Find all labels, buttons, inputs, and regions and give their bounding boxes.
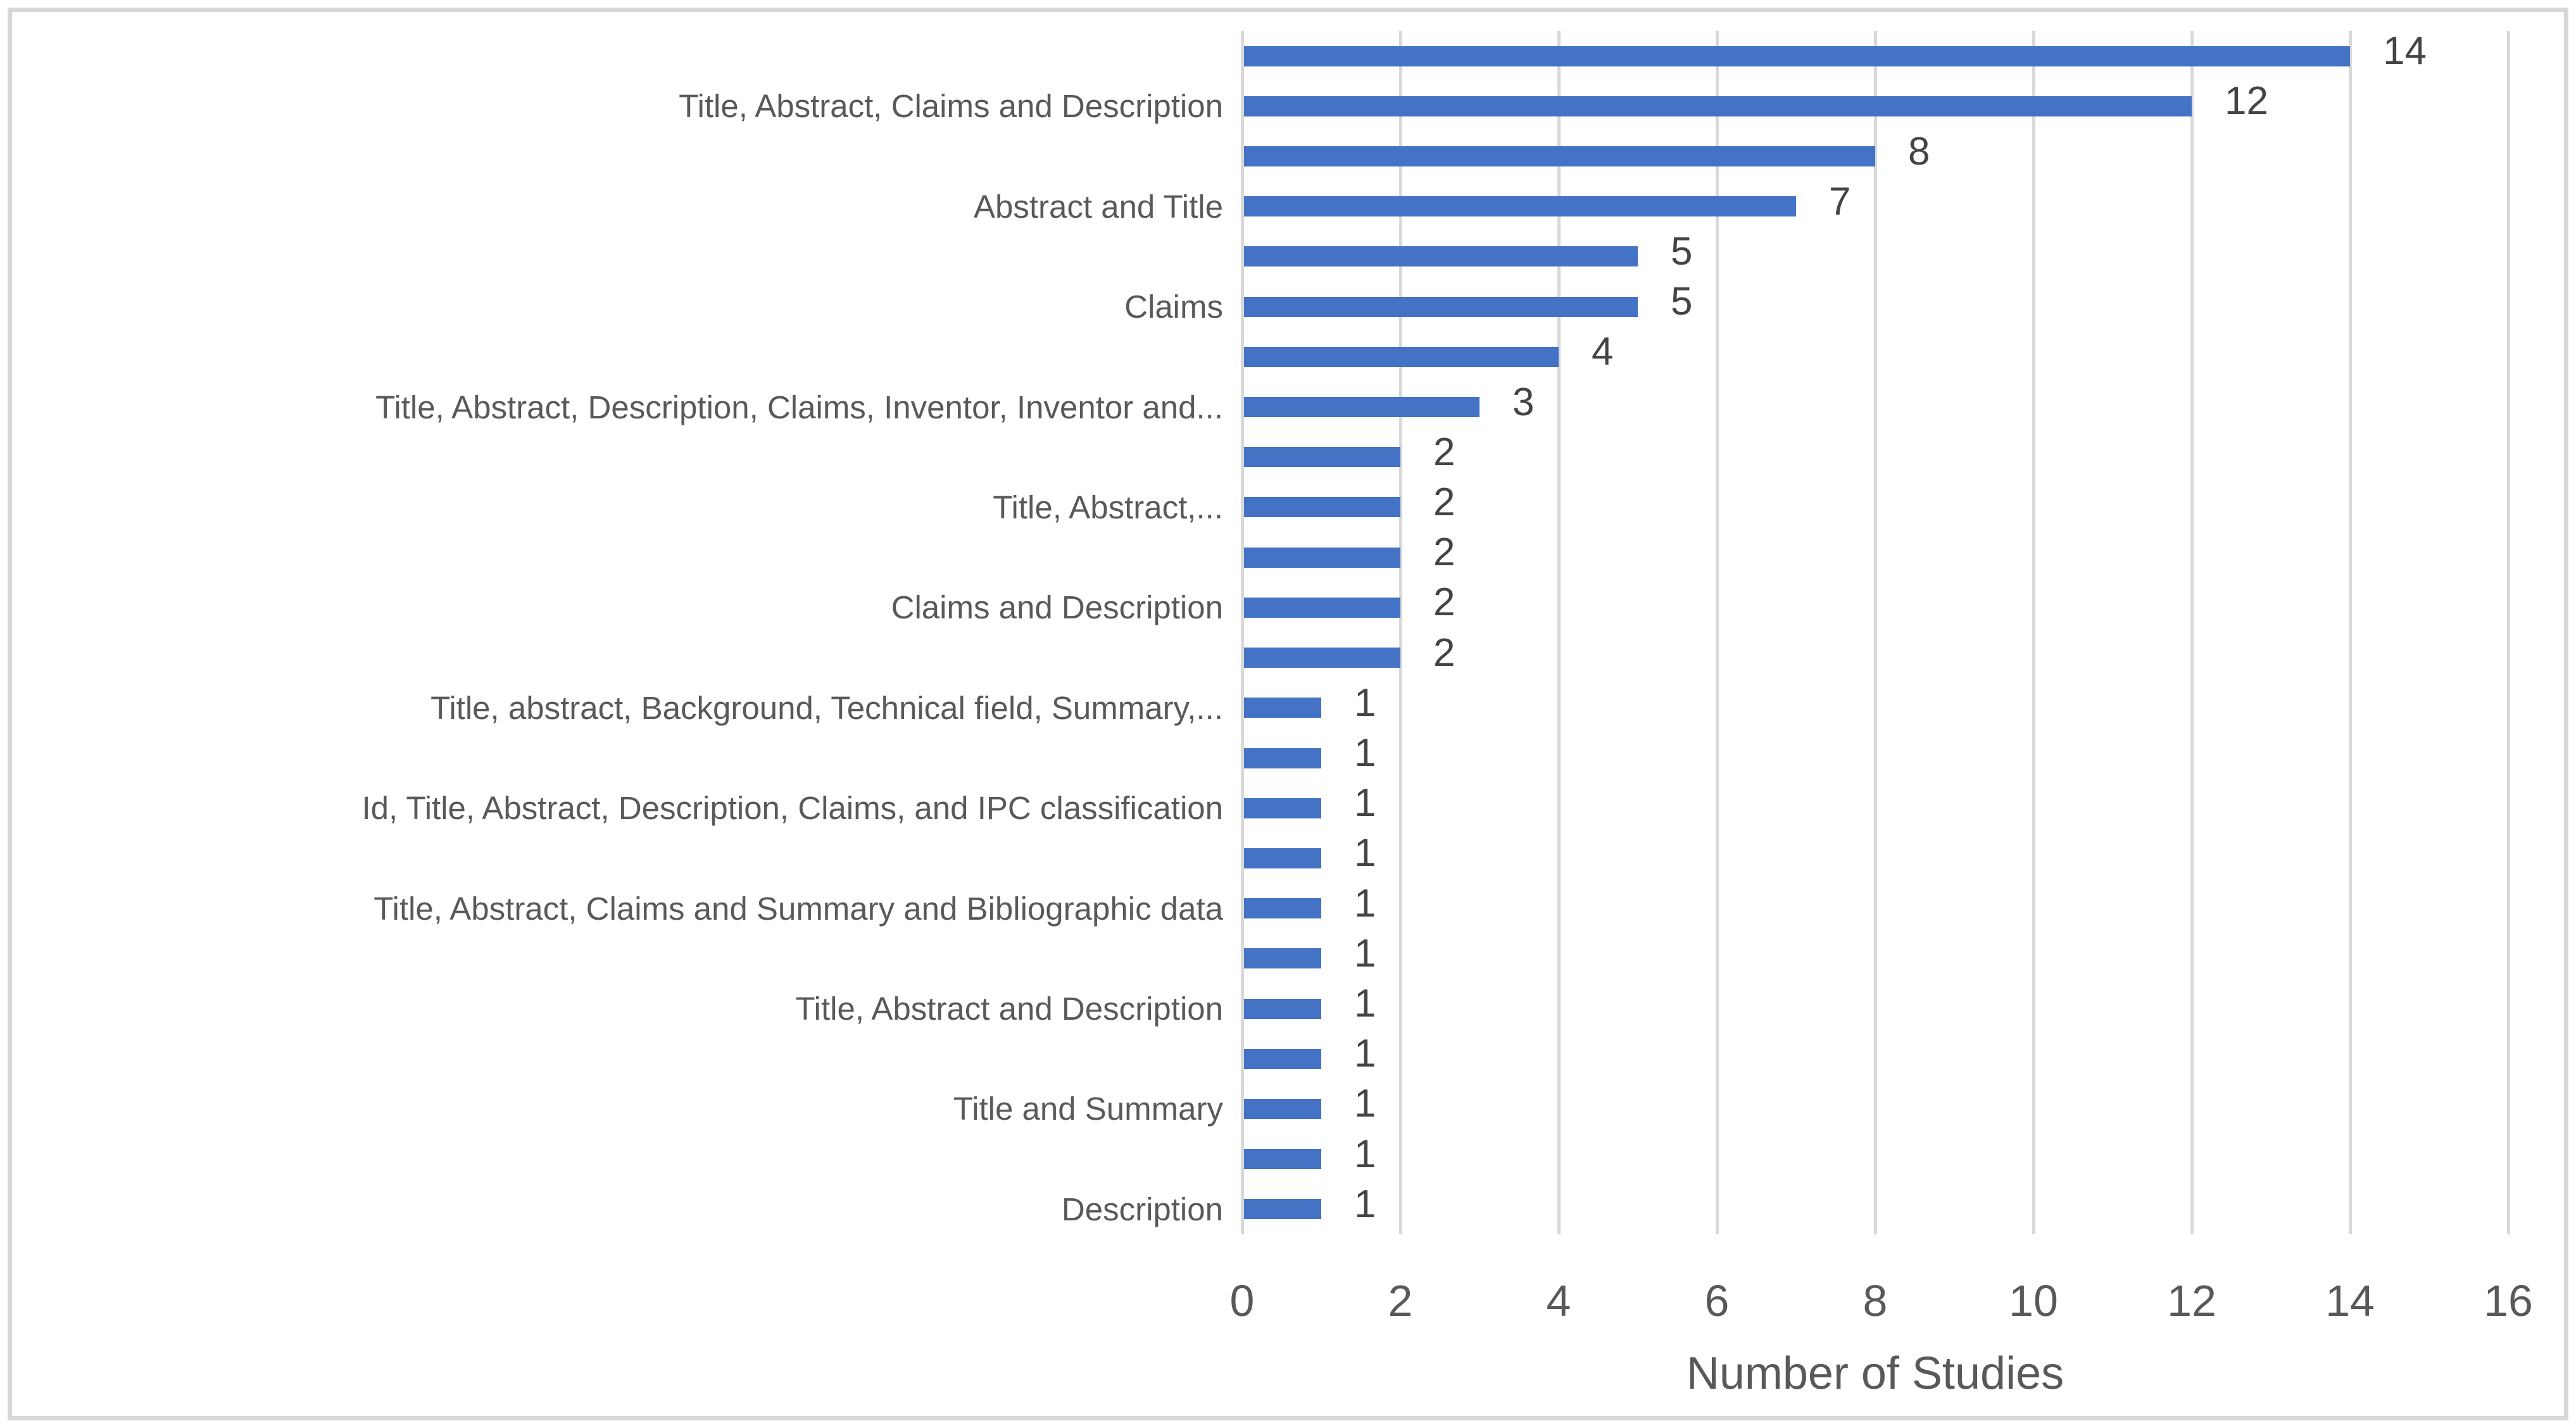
- bar: [1244, 598, 1400, 618]
- category-label: Claims and Description: [891, 589, 1223, 626]
- gridline: [2507, 31, 2510, 1234]
- x-tick-label: 2: [1388, 1276, 1413, 1325]
- bar-value-label: 3: [1512, 380, 1535, 424]
- category-label: Title, Abstract, Description, Claims, Inventor, Inventor and...: [375, 389, 1223, 425]
- bar: [1244, 297, 1638, 317]
- bar: [1244, 898, 1321, 918]
- bar-value-label: 1: [1354, 1082, 1376, 1126]
- gridline: [2349, 31, 2352, 1234]
- bar-value-label: 2: [1433, 430, 1455, 474]
- bar: [1244, 548, 1400, 568]
- bar: [1244, 397, 1480, 417]
- x-tick-label: 10: [2009, 1276, 2058, 1325]
- bar-value-label: 2: [1433, 580, 1455, 625]
- bar: [1244, 347, 1559, 367]
- bar-value-label: 4: [1592, 330, 1614, 374]
- bar-value-label: 12: [2225, 79, 2268, 123]
- bar-value-label: 8: [1908, 129, 1930, 173]
- bar-value-label: 1: [1354, 831, 1376, 875]
- x-tick-label: 12: [2167, 1276, 2216, 1325]
- gridline: [2190, 31, 2194, 1234]
- bar: [1244, 698, 1321, 718]
- bar: [1244, 1149, 1321, 1169]
- bar: [1244, 1049, 1321, 1069]
- bar: [1244, 1199, 1321, 1219]
- bar-value-label: 7: [1829, 179, 1851, 223]
- bar: [1244, 798, 1321, 818]
- bar-value-label: 1: [1354, 931, 1376, 975]
- bar-value-label: 1: [1354, 881, 1376, 925]
- bar: [1244, 1099, 1321, 1119]
- x-tick-label: 0: [1229, 1276, 1255, 1325]
- category-label: Title, Abstract and Description: [795, 991, 1223, 1027]
- bar: [1244, 96, 2192, 116]
- category-label: Title and Summary: [953, 1091, 1223, 1127]
- bar-value-label: 1: [1354, 731, 1376, 775]
- bar-value-label: 1: [1354, 982, 1376, 1026]
- bar: [1244, 848, 1321, 868]
- bar: [1244, 196, 1796, 216]
- bar-value-label: 1: [1354, 1032, 1376, 1076]
- bar: [1244, 46, 2350, 66]
- x-tick-label: 14: [2325, 1276, 2375, 1325]
- category-label: Id, Title, Abstract, Description, Claims, and IPC classification: [361, 790, 1223, 827]
- x-tick-label: 16: [2484, 1276, 2533, 1325]
- bar-value-label: 1: [1354, 1182, 1376, 1226]
- bar: [1244, 999, 1321, 1019]
- bar: [1244, 748, 1321, 768]
- category-label: Title, Abstract,...: [993, 489, 1223, 525]
- category-label: Title, abstract, Background, Technical field, Summary,...: [430, 689, 1223, 726]
- bar: [1244, 948, 1321, 968]
- category-label: Description: [1061, 1191, 1223, 1227]
- x-axis-title: Number of Studies: [1686, 1348, 2064, 1399]
- bar-value-label: 2: [1433, 530, 1455, 575]
- category-label: Title, Abstract, Claims and Summary and Bibliographic data: [374, 890, 1223, 927]
- x-tick-label: 6: [1704, 1276, 1730, 1325]
- bar: [1244, 648, 1400, 668]
- bar-value-label: 5: [1671, 280, 1693, 324]
- bar: [1244, 246, 1638, 266]
- bar: [1244, 146, 1875, 166]
- bar-value-label: 2: [1433, 480, 1455, 524]
- category-label: Claims: [1124, 289, 1223, 325]
- gridline: [1874, 31, 1877, 1234]
- x-tick-label: 8: [1863, 1276, 1888, 1325]
- bar: [1244, 447, 1400, 467]
- bar: [1244, 497, 1400, 517]
- bar-value-label: 1: [1354, 680, 1376, 725]
- gridline: [2032, 31, 2035, 1234]
- x-tick-label: 4: [1546, 1276, 1571, 1325]
- bar-value-label: 1: [1354, 1132, 1376, 1176]
- bar-value-label: 1: [1354, 781, 1376, 825]
- bar-value-label: 2: [1433, 630, 1455, 675]
- bar-value-label: 5: [1671, 229, 1693, 273]
- category-label: Abstract and Title: [973, 188, 1223, 225]
- category-label: Title, Abstract, Claims and Description: [679, 88, 1223, 125]
- bar-value-label: 14: [2383, 29, 2427, 73]
